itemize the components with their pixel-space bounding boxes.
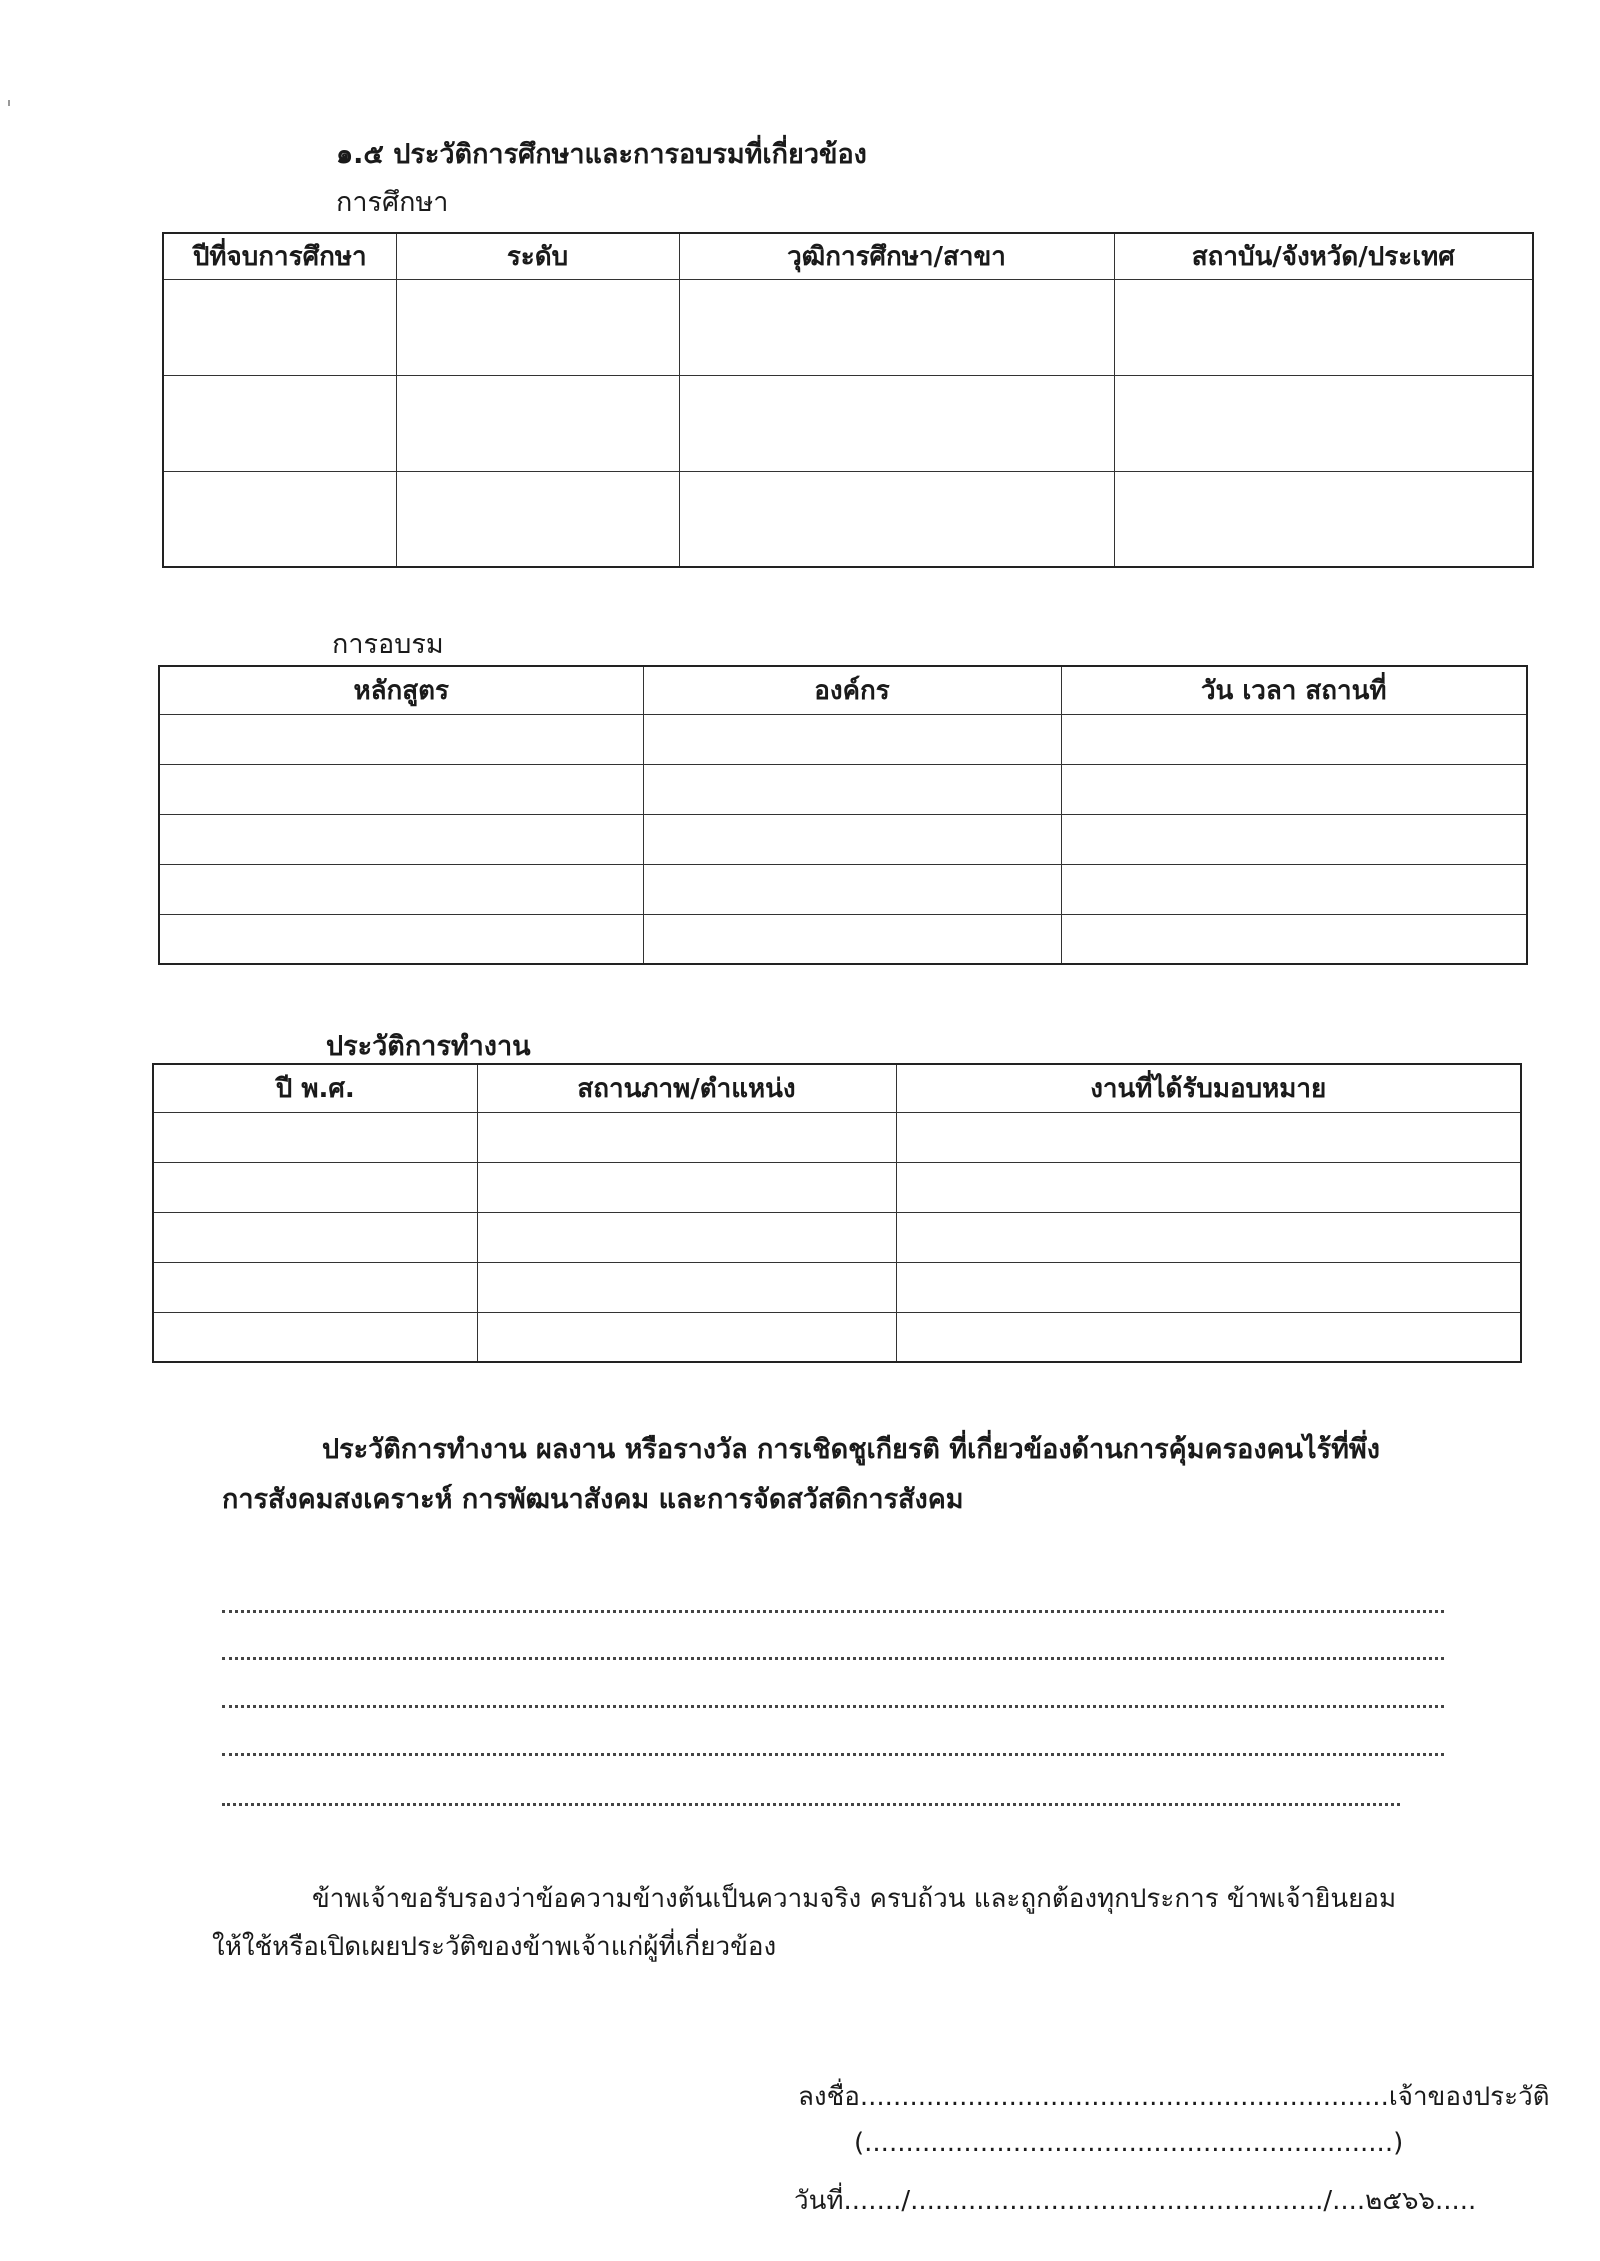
training-cell-organization[interactable] — [643, 864, 1061, 914]
training-cell-organization[interactable] — [643, 714, 1061, 764]
answer-line[interactable] — [222, 1657, 1444, 1660]
education-cell-degree[interactable] — [679, 471, 1114, 567]
education-col-institution: สถาบัน/จังหวัด/ประเทศ — [1114, 233, 1533, 279]
table-row — [159, 814, 1527, 864]
table-row — [163, 471, 1533, 567]
work-cell-position[interactable] — [477, 1262, 896, 1312]
training-cell-datetime-place[interactable] — [1061, 814, 1527, 864]
education-label: การศึกษา — [336, 187, 449, 218]
education-col-degree: วุฒิการศึกษา/สาขา — [679, 233, 1114, 279]
answer-line[interactable] — [222, 1803, 1400, 1806]
certification-line-2: ให้ใช้หรือเปิดเผยประวัติของข้าพเจ้าแก่ผู้ที่เกี่ยวข้อง — [212, 1932, 777, 1962]
table-row — [159, 764, 1527, 814]
certification-line-1: ข้าพเจ้าขอรับรองว่าข้อความข้างต้นเป็นความจริง ครบถ้วน และถูกต้องทุกประการ ข้าพเจ้ายินยอม — [312, 1884, 1397, 1914]
work-cell-assignment[interactable] — [896, 1312, 1521, 1362]
training-cell-organization[interactable] — [643, 764, 1061, 814]
education-header-row — [163, 233, 1533, 279]
education-cell-level[interactable] — [396, 279, 679, 375]
work-cell-position[interactable] — [477, 1112, 896, 1162]
education-cell-level[interactable] — [396, 375, 679, 471]
work-cell-position[interactable] — [477, 1212, 896, 1262]
education-cell-degree[interactable] — [679, 279, 1114, 375]
work-cell-year[interactable] — [153, 1112, 477, 1162]
work-cell-assignment[interactable] — [896, 1262, 1521, 1312]
training-label: การอบรม — [332, 629, 444, 660]
education-col-level: ระดับ — [396, 233, 679, 279]
training-cell-course[interactable] — [159, 714, 643, 764]
work-cell-year[interactable] — [153, 1162, 477, 1212]
signature-line: ลงชื่อ................................................................เจ้าของประวัติ — [798, 2082, 1550, 2112]
achievements-line-1: ประวัติการทำงาน ผลงาน หรือรางวัล การเชิดชูเกียรติ ที่เกี่ยวข้องด้านการคุ้มครองคนไร้ที่พึ่ง — [322, 1434, 1380, 1465]
education-cell-institution[interactable] — [1114, 279, 1533, 375]
table-row — [153, 1162, 1521, 1212]
training-cell-course[interactable] — [159, 814, 643, 864]
table-row — [153, 1312, 1521, 1362]
training-cell-course[interactable] — [159, 914, 643, 964]
work-cell-assignment[interactable] — [896, 1112, 1521, 1162]
work-col-year: ปี พ.ศ. — [153, 1064, 477, 1112]
education-cell-institution[interactable] — [1114, 375, 1533, 471]
training-col-course: หลักสูตร — [159, 666, 643, 714]
training-col-datetime-place: วัน เวลา สถานที่ — [1061, 666, 1527, 714]
education-cell-year[interactable] — [163, 279, 396, 375]
training-cell-datetime-place[interactable] — [1061, 714, 1527, 764]
table-row — [153, 1212, 1521, 1262]
table-row — [159, 714, 1527, 764]
signature-date-line: วันที่......./................................................../....๒๕๖๖..... — [794, 2186, 1477, 2216]
work-cell-position[interactable] — [477, 1312, 896, 1362]
education-cell-level[interactable] — [396, 471, 679, 567]
work-cell-year[interactable] — [153, 1312, 477, 1362]
section-heading: ๑.๕ ประวัติการศึกษาและการอบรมที่เกี่ยวข้อง — [336, 139, 867, 170]
training-table — [158, 665, 1528, 965]
training-col-organization: องค์กร — [643, 666, 1061, 714]
education-cell-year[interactable] — [163, 375, 396, 471]
training-header-row — [159, 666, 1527, 714]
work-cell-assignment[interactable] — [896, 1162, 1521, 1212]
table-row — [159, 864, 1527, 914]
work-col-assignment: งานที่ได้รับมอบหมาย — [896, 1064, 1521, 1112]
table-row — [153, 1112, 1521, 1162]
signature-name-line: (................................................................) — [854, 2128, 1404, 2158]
education-cell-degree[interactable] — [679, 375, 1114, 471]
answer-line[interactable] — [222, 1753, 1444, 1756]
table-row — [163, 279, 1533, 375]
answer-line[interactable] — [222, 1610, 1444, 1613]
work-table — [152, 1063, 1522, 1363]
table-row — [153, 1262, 1521, 1312]
scan-mark — [8, 100, 10, 106]
training-cell-datetime-place[interactable] — [1061, 914, 1527, 964]
work-cell-assignment[interactable] — [896, 1212, 1521, 1262]
work-cell-year[interactable] — [153, 1262, 477, 1312]
answer-line[interactable] — [222, 1705, 1444, 1708]
training-cell-course[interactable] — [159, 864, 643, 914]
education-cell-institution[interactable] — [1114, 471, 1533, 567]
training-cell-organization[interactable] — [643, 914, 1061, 964]
training-cell-organization[interactable] — [643, 814, 1061, 864]
education-table — [162, 232, 1534, 568]
education-cell-year[interactable] — [163, 471, 396, 567]
work-label: ประวัติการทำงาน — [326, 1031, 531, 1062]
training-cell-datetime-place[interactable] — [1061, 764, 1527, 814]
education-col-year: ปีที่จบการศึกษา — [163, 233, 396, 279]
training-cell-course[interactable] — [159, 764, 643, 814]
training-cell-datetime-place[interactable] — [1061, 864, 1527, 914]
work-col-position: สถานภาพ/ตำแหน่ง — [477, 1064, 896, 1112]
table-row — [163, 375, 1533, 471]
work-cell-position[interactable] — [477, 1162, 896, 1212]
work-header-row — [153, 1064, 1521, 1112]
table-row — [159, 914, 1527, 964]
achievements-line-2: การสังคมสงเคราะห์ การพัฒนาสังคม และการจัดสวัสดิการสังคม — [222, 1484, 964, 1515]
work-cell-year[interactable] — [153, 1212, 477, 1262]
